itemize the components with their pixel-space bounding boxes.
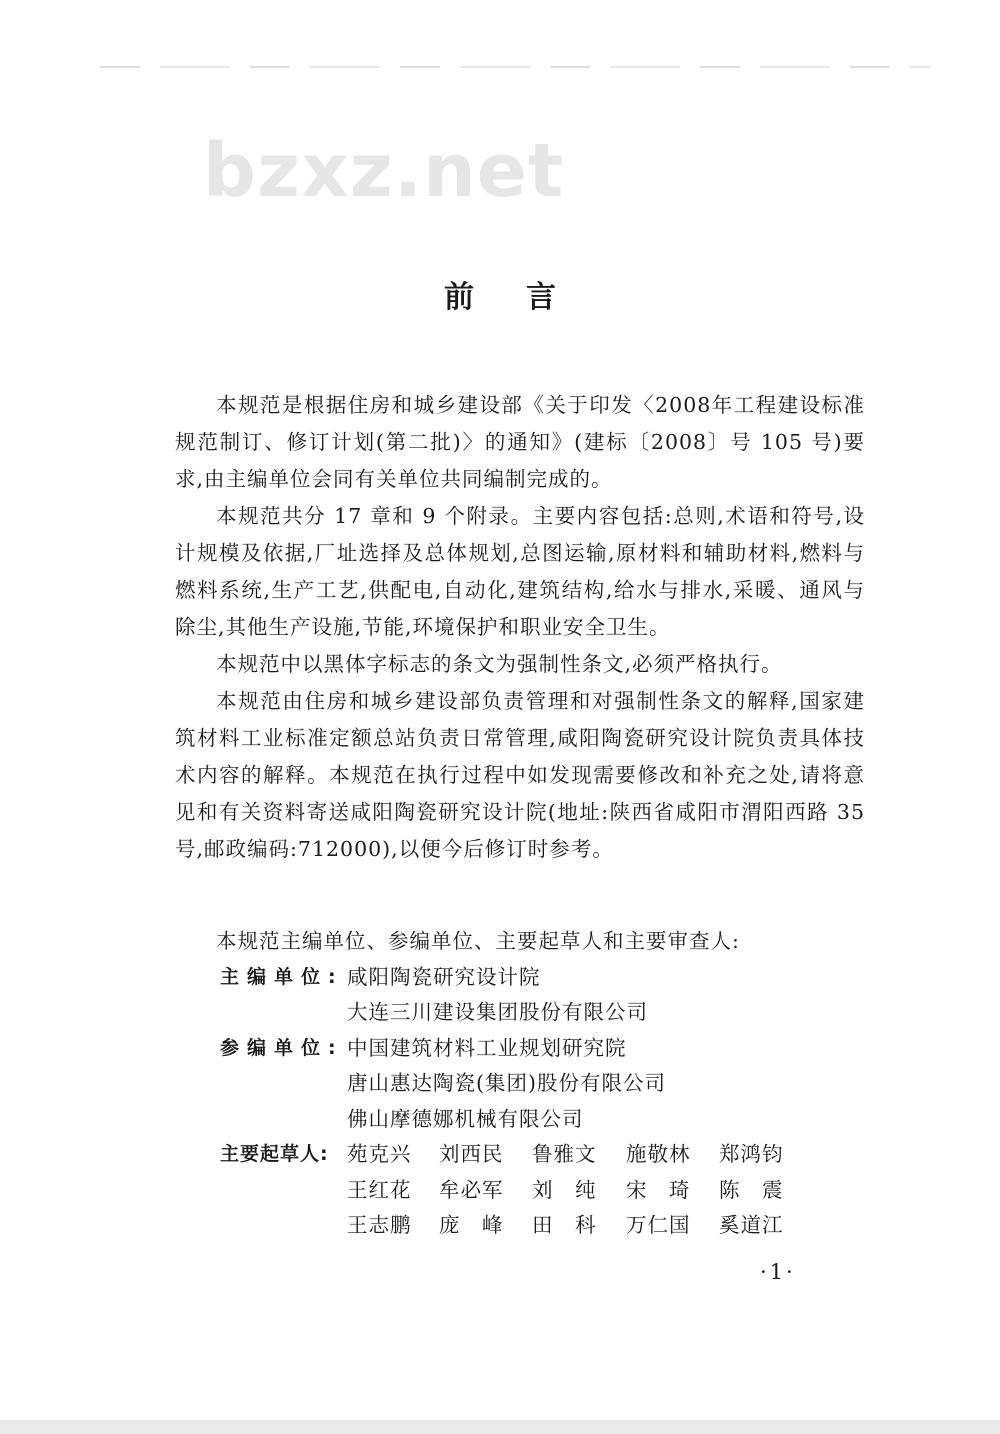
drafter-name: 陈 震: [719, 1177, 784, 1202]
drafter-name: 宋 琦: [626, 1177, 691, 1202]
chief-unit-item: 咸阳陶瓷研究设计院: [347, 964, 541, 989]
participating-units-row: [175, 1031, 865, 1138]
participating-units-label: 参编单位:: [220, 1036, 344, 1059]
paragraph-contents: 本规范共分 17 章和 9 个附录。主要内容包括:总则,术语和符号,设计规模及依据,厂址选择及总体规划,总图运输,原材料和辅助材料,燃料与燃料系统,生产工艺,供配电,自动化,建筑结构,给水与排水,采暖、通风与除尘,其他生产设施,节能,环境保护和职业安全卫生。: [175, 504, 865, 639]
drafter-name: 庞 峰: [439, 1213, 504, 1237]
drafter-name: 奚道江: [719, 1213, 784, 1237]
drafter-name: 王红花: [347, 1177, 412, 1202]
drafter-name: 鲁雅文: [532, 1142, 597, 1166]
drafters-list: [347, 1137, 865, 1244]
participating-units-list: [347, 1031, 865, 1138]
watermark: bzxz.net: [203, 128, 565, 214]
chief-units-label: 主编单位:: [220, 965, 344, 988]
drafter-name: 万仁国: [626, 1213, 691, 1237]
paragraph-management: 本规范由住房和城乡建设部负责管理和对强制性条文的解释,国家建筑材料工业标准定额总站负责日常管理,咸阳陶瓷研究设计院负责具体技术内容的解释。本规范在执行过程中如发现需要修改和补充之处,请将意见和有关资料寄送咸阳陶瓷研究设计院(地址:陕西省咸阳市渭阳西路 35 号,邮政编码:712000),以便今后修订时参考。: [175, 689, 865, 861]
drafter-name: 刘 纯: [532, 1177, 597, 1202]
participating-unit-item: 唐山惠达陶瓷(集团)股份有限公司: [347, 1071, 666, 1095]
preface-body: [175, 387, 865, 868]
drafter-name: 田 科: [532, 1213, 597, 1237]
participating-unit-item: 佛山摩德娜机械有限公司: [347, 1106, 584, 1131]
chief-units-row: [175, 960, 865, 1031]
participating-unit-item: 中国建筑材料工业规划研究院: [347, 1035, 627, 1060]
credits-intro: 本规范主编单位、参编单位、主要起草人和主要审查人:: [216, 929, 740, 953]
drafter-name: 牟必军: [439, 1177, 504, 1202]
drafter-name: 苑克兴: [347, 1142, 412, 1166]
drafters-row: [175, 1137, 865, 1244]
chief-units-list: [347, 960, 865, 1031]
page-number: ·1·: [760, 1260, 796, 1284]
paragraph-mandatory: 本规范中以黑体字标志的条文为强制性条文,必须严格执行。: [216, 652, 783, 676]
credits-section: [175, 924, 865, 1244]
drafter-name: 郑鸿钧: [719, 1142, 784, 1166]
viewer-bottom-bar: [0, 1420, 1000, 1434]
paragraph-basis: 本规范是根据住房和城乡建设部《关于印发〈2008年工程建设标准规范制订、修订计划(第二批)〉的通知》(建标〔2008〕号 105 号)要求,由主编单位会同有关单位共同编制完成的。: [175, 393, 865, 491]
scan-edge-line: [100, 66, 930, 68]
drafters-label: 主要起草人:: [220, 1143, 329, 1165]
chief-unit-item: 大连三川建设集团股份有限公司: [347, 1000, 648, 1024]
drafter-name: 施敬林: [626, 1142, 691, 1166]
page-title: 前言: [444, 280, 608, 315]
drafter-name: 刘西民: [439, 1142, 504, 1166]
drafter-name: 王志鹏: [347, 1213, 412, 1237]
